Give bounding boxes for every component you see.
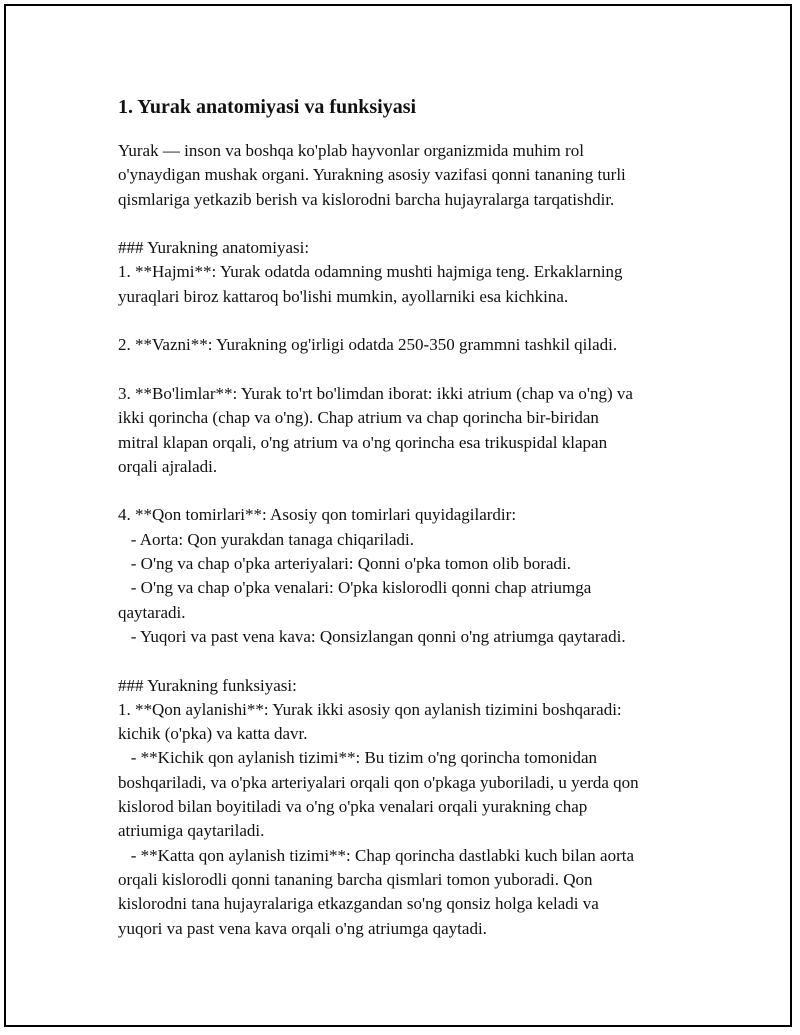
document-content — [118, 95, 698, 941]
page-title: 1. Yurak anatomiyasi va funksiyasi — [118, 96, 417, 118]
document-body: Yurak — inson va boshqa ko'plab hayvonlar organizmida muhim rol o'ynaydigan mushak organi. Yurakning asosiy vazifasi qonni tananing turli qismlariga yetkazib berish va kislorodni barcha hujayralarga tarqatishdir. ### Yurakning anatomiyasi: 1. **Hajmi**: Yurak odatda odamning mushti hajmiga teng. Erkaklarning yuraqlari biroz kattaroq bo'lishi mumkin, ayollarniki esa kichkina. 2. **Vazni**: Yurakning og'irligi odatda 250-350 grammni tashkil qiladi. 3. **Bo'limlar**: Yurak to'rt bo'limdan iborat: ikki atrium (chap va o'ng) va ikki qorincha (chap va o'ng). Chap atrium va chap qorincha bir-biridan mitral klapan orqali, o'ng atrium va o'ng qorincha esa trikuspidal klapan orqali ajraladi. 4. **Qon tomirlari**: Asosiy qon tomirlari quyidagilardir: - Aorta: Qon yurakdan tanaga chiqariladi. - O'ng va chap o'pka arteriyalari: Qonni o'pka tomon olib boradi. - O'ng va chap o'pka venalari: O'pka kislorodli qonni chap atriumga qaytaradi. - Yuqori va past vena kava: Qonsizlangan qonni o'ng atriumga qaytaradi. ### Yurakning funksiyasi: 1. **Qon aylanishi**: Yurak ikki asosiy qon aylanish tizimini boshqaradi: kichik (o'pka) va katta davr. - **Kichik qon aylanish tizimi**: Bu tizim o'ng qorincha tomonidan boshqariladi, va o'pka arteriyalari orqali qon o'pkaga yuboriladi, u yerda qon kislorod bilan boyitiladi va o'ng o'pka venalari orqali yurakning chap atriumiga qaytariladi. - **Katta qon aylanish tizimi**: Chap qorincha dastlabki kuch bilan aorta orqali kislorodli qonni tananing barcha qismlari tomon yuboradi. Qon kislorodni tana hujayralariga etkazgandan so'ng qonsiz holga keladi va yuqori va past vena kava orqali o'ng atriumga qaytadi. — [118, 141, 639, 938]
